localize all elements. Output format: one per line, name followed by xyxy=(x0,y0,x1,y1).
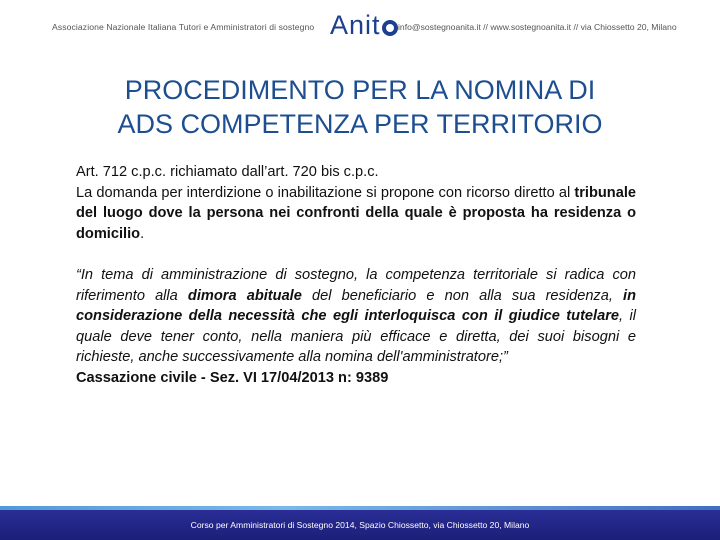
quote-start: “In tema di amministrazione di sostegno, la competenza territoriale si radica con riferimento alla xyxy=(76,267,636,304)
quote-emphasis-1: dimora abituale xyxy=(187,287,302,304)
citation xyxy=(76,368,636,389)
title-line-1: PROCEDIMENTO PER LA NOMINA DI xyxy=(124,75,596,105)
slide-footer xyxy=(0,506,720,540)
procedure-text: La domanda per interdizione o inabilitazione si propone con ricorso diretto al xyxy=(76,184,575,201)
anita-logo xyxy=(330,8,398,42)
paragraph-procedure xyxy=(76,183,636,245)
footer-text: Corso per Amministratori di Sostegno 2014, Spazio Chiossetto, via Chiossetto 20, Milano xyxy=(190,520,530,530)
logo-a-icon xyxy=(382,20,398,36)
quote-mid: del beneficiario e non alla sua residenza, xyxy=(301,287,624,304)
procedure-end: . xyxy=(140,225,145,242)
slide-title xyxy=(40,73,680,141)
quote-end: , il quale deve tener conto, nella maniera più efficace e diretta, dei suoi bisogni e richieste, anche successivamente alla nomina dell'amministratore;” xyxy=(76,308,637,365)
spacer xyxy=(76,244,636,265)
quote-emphasis-2: in considerazione della necessità che egli interloquisca con il giudice tutelare xyxy=(76,287,637,324)
article-reference: Art. 712 c.p.c. richiamato dall’art. 720 bis c.p.c. xyxy=(76,164,379,180)
court-quote xyxy=(76,265,636,368)
header-contact: info@sostegnoanita.it // www.sostegnoanita.it // via Chiossetto 20, Milano xyxy=(398,22,677,32)
slide-body xyxy=(76,162,636,388)
logo-text: Anit xyxy=(330,10,381,40)
citation-text: Cassazione civile - Sez. VI 17/04/2013 n: 9389 xyxy=(76,369,389,386)
header-organization: Associazione Nazionale Italiana Tutori e Amministratori di sostegno xyxy=(52,22,315,32)
slide-header xyxy=(0,0,720,62)
title-line-2: ADS COMPETENZA PER TERRITORIO xyxy=(117,109,603,139)
procedure-emphasis: tribunale del luogo dove la persona nei confronti della quale è proposta ha residenza o domicilio xyxy=(76,184,636,242)
